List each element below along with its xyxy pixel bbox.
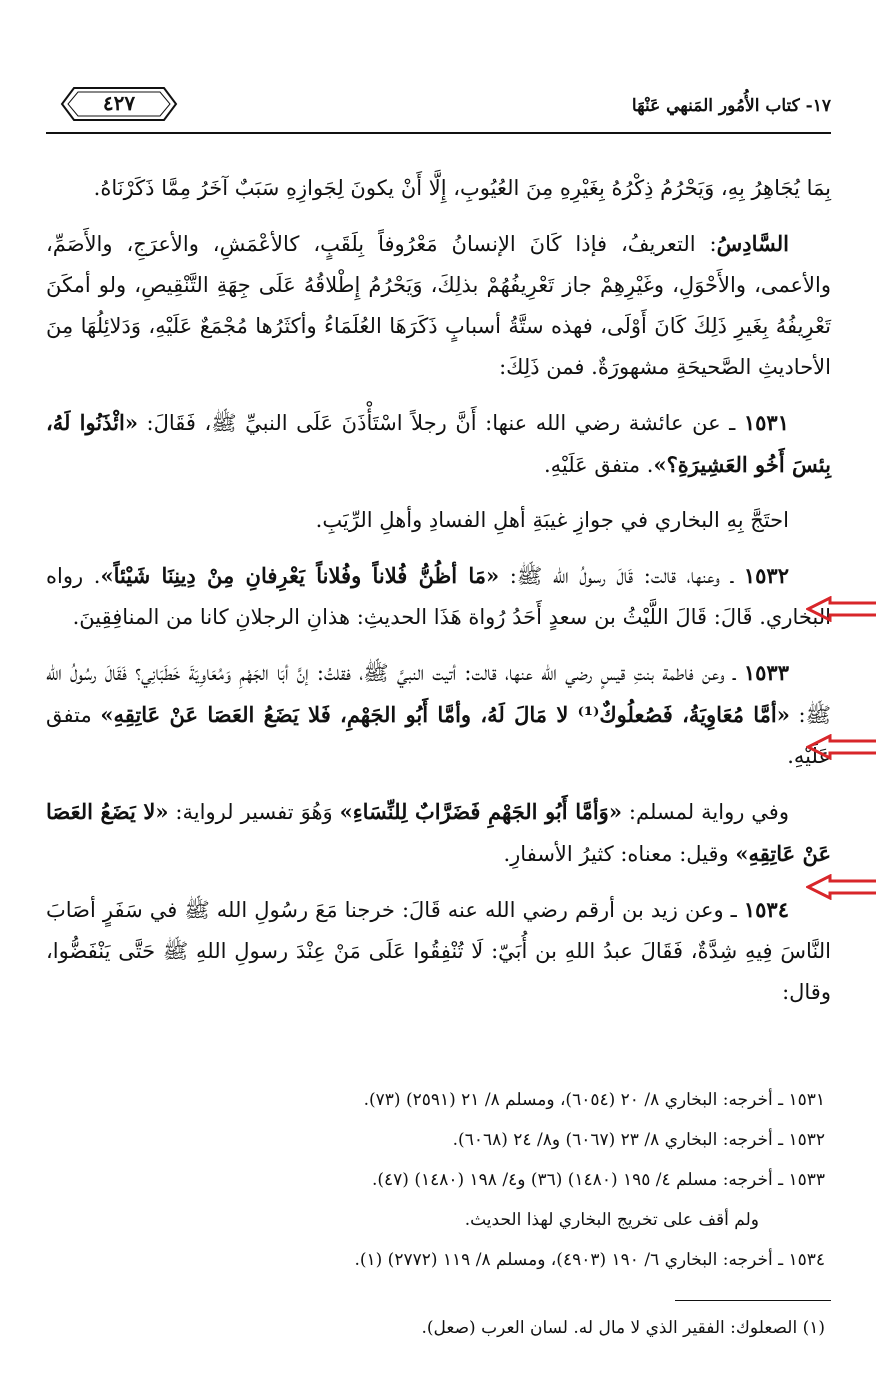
hadith-text: ـ وعنها، قالت: قَالَ رسولُ الله ﷺ: [499,564,744,588]
page-number-frame [60,86,178,122]
hadith-text: وَهُوَ تفسير لرواية: [168,800,340,824]
hadith-number: ١٥٣٤ [743,897,789,922]
commentary: احتَجَّ بِهِ البخاري في جوازِ غيبَةِ أهلِ الفسادِ وأهلِ الرِّيَبِ. [315,508,789,532]
hadith-number: ١٥٣٢ [743,563,789,588]
left-arrow-icon [806,734,878,760]
hadith-text: ـ وعن زيد بن أرقم رضي الله عنه قَالَ: خرجنا مَعَ رسُولِ الله ﷺ في سَفَرٍ أصَابَ النَّاسَ فِيهِ شِدَّةٌ، فَقَالَ عبدُ اللهِ بن أُبَيّ: لَا تُنْفِقُوا عَلَى مَنْ عِنْدَ رسولِ اللهِ ﷺ حَتَّى يَنْفَضُّوا، وقال: [46,898,831,1004]
takhrij-item: ١٥٣٤ ـ أخرجه: البخاري ٦/ ١٩٠ (٤٩٠٣)، ومسلم ٨/ ١١٩ (٢٧٧٢) (١). [354,1250,825,1270]
left-arrow-icon [806,596,878,622]
hadith-quote: «وَأمَّا أَبُو الجَهْمِ فَضَرَّابٌ لِلنِّسَاءِ» [339,799,622,824]
hadith-source: . رواه البخاري. قَالَ: قَالَ اللَّيْثُ بن سعدٍ أَحَدُ رُواة هَذَا الحديثِ: هذانِ الرجلانِ كانا من المنافِقِينَ. [46,564,831,629]
hadith-number: ١٥٣١ [743,410,789,435]
paragraph: بِمَا يُجَاهِرُ بِهِ، وَيَحْرُمُ ذِكْرُهُ بِغَيْرِهِ مِنَ العُيُوبِ، إِلَّا أَنْ يكونَ لِجَوازِهِ سَبَبٌ آخَرُ مِمَّا ذَكَرْنَاهُ. [93,176,831,200]
hadith-source: متفق عَلَيْهِ. [46,703,831,768]
header-rule [46,132,831,134]
hadith-number: ١٥٣٣ [743,660,789,685]
hadith-text: وقيل: معناه: كثيرُ الأسفارِ. [503,842,736,866]
takhrij-list [46,1080,825,1280]
main-text [46,168,831,1027]
hadith-text: ـ عن عائشة رضي الله عنها: أَنَّ رجلاً اسْتَأْذَنَ عَلَى النبيِّ ﷺ، فَقَالَ: [137,411,744,435]
paragraph-sixth [46,223,831,388]
hadith-text: وفي رواية لمسلم: [621,800,789,824]
takhrij-item: ١٥٣٢ ـ أخرجه: البخاري ٨/ ٢٣ (٦٠٦٧) و٨/ ٢٤ (٦٠٦٨). [452,1130,825,1150]
hadith-quote: «لا يَضَعُ العَصَا عَنْ عَاتِقِهِ» [46,799,831,866]
hadith-source: . متفق عَلَيْهِ. [543,453,654,477]
hadith-1533-muslim [46,791,831,875]
section-heading: السَّادِسُ [716,231,789,256]
hadith-1534 [46,889,831,1013]
footnote-rule [675,1300,831,1301]
takhrij-item: ١٥٣٣ ـ أخرجه: مسلم ٤/ ١٩٥ (١٤٨٠) (٣٦) و٤/ ١٩٨ (١٤٨٠) (٤٧). [371,1170,825,1190]
page-header [46,86,831,130]
hadith-quote: «مَا أظُنُّ فُلاناً وفُلاناً يَعْرِفانِ مِنْ دِينِنَا شَيْئاً» [100,563,500,588]
hadith-text: ـ وعن فاطمة بنتِ قيسٍ رضي الله عنها، قالت: أتيت النبيَّ ﷺ، فقلتُ: إنَّ أبَا الجَهْمِ وَمُعَاوِيَةَ خَطَبَانِي؟ فَقَالَ رسُولُ الله ﷺ: [46,661,831,727]
hadith-quote: «ائْذَنُوا لَهُ، بِئسَ أَخُو العَشِيرَةِ؟» [46,410,831,477]
hadith-quote: «أمَّا مُعَاوِيَةُ، فَصُعلُوكٌ⁽¹⁾ لا مَالَ لَهُ، وأمَّا أَبُو الجَهْمِ، فَلا يَضَعُ العَصَا عَنْ عَاتِقِهِ» [100,702,790,727]
left-arrow-icon [806,874,878,900]
chapter-title: ١٧- كتاب الأُمُور المَنهي عَنْهَا [631,96,831,116]
paragraph-text: : التعريفُ، فإذا كَانَ الإنسانُ مَعْرُوفاً بِلَقَبٍ، كالأعْمَشِ، والأعرَجِ، والأَصَمِّ، والأعمى، والأَحْوَلِ، وغَيْرِهِمْ جاز تَعْرِيفُهُمْ بذلِكَ، وَيَحْرُمُ إِطْلاقُهُ عَلَى جِهَةِ التَّنْقِيصِ، ولو أمكَنَ تَعْرِيفُهُ بِغَيرِ ذَلِكَ كَانَ أَوْلَى، فهذه ستَّةُ أسبابٍ ذَكَرَهَا العُلَمَاءُ وأكثَرُها مُجْمَعٌ عَلَيْهِ، وَدَلائِلُهَا مِنَ الأحاديثِ الصَّحيحَةِ مشهورَةٌ. فمن ذَلِكَ: [46,232,831,379]
hadith-1532 [46,555,831,638]
footnote: (١) الصعلوك: الفقير الذي لا مال له. لسان العرب (صعل). [421,1318,825,1338]
takhrij-note: ولم أقف على تخريج البخاري لهذا الحديث. [464,1210,759,1230]
takhrij-item: ١٥٣١ ـ أخرجه: البخاري ٨/ ٢٠ (٦٠٥٤)، ومسلم ٨/ ٢١ (٢٥٩١) (٧٣). [363,1090,825,1110]
hadith-1531 [46,402,831,486]
hadith-1533 [46,652,831,777]
page-number: ٤٢٧ [102,91,136,115]
